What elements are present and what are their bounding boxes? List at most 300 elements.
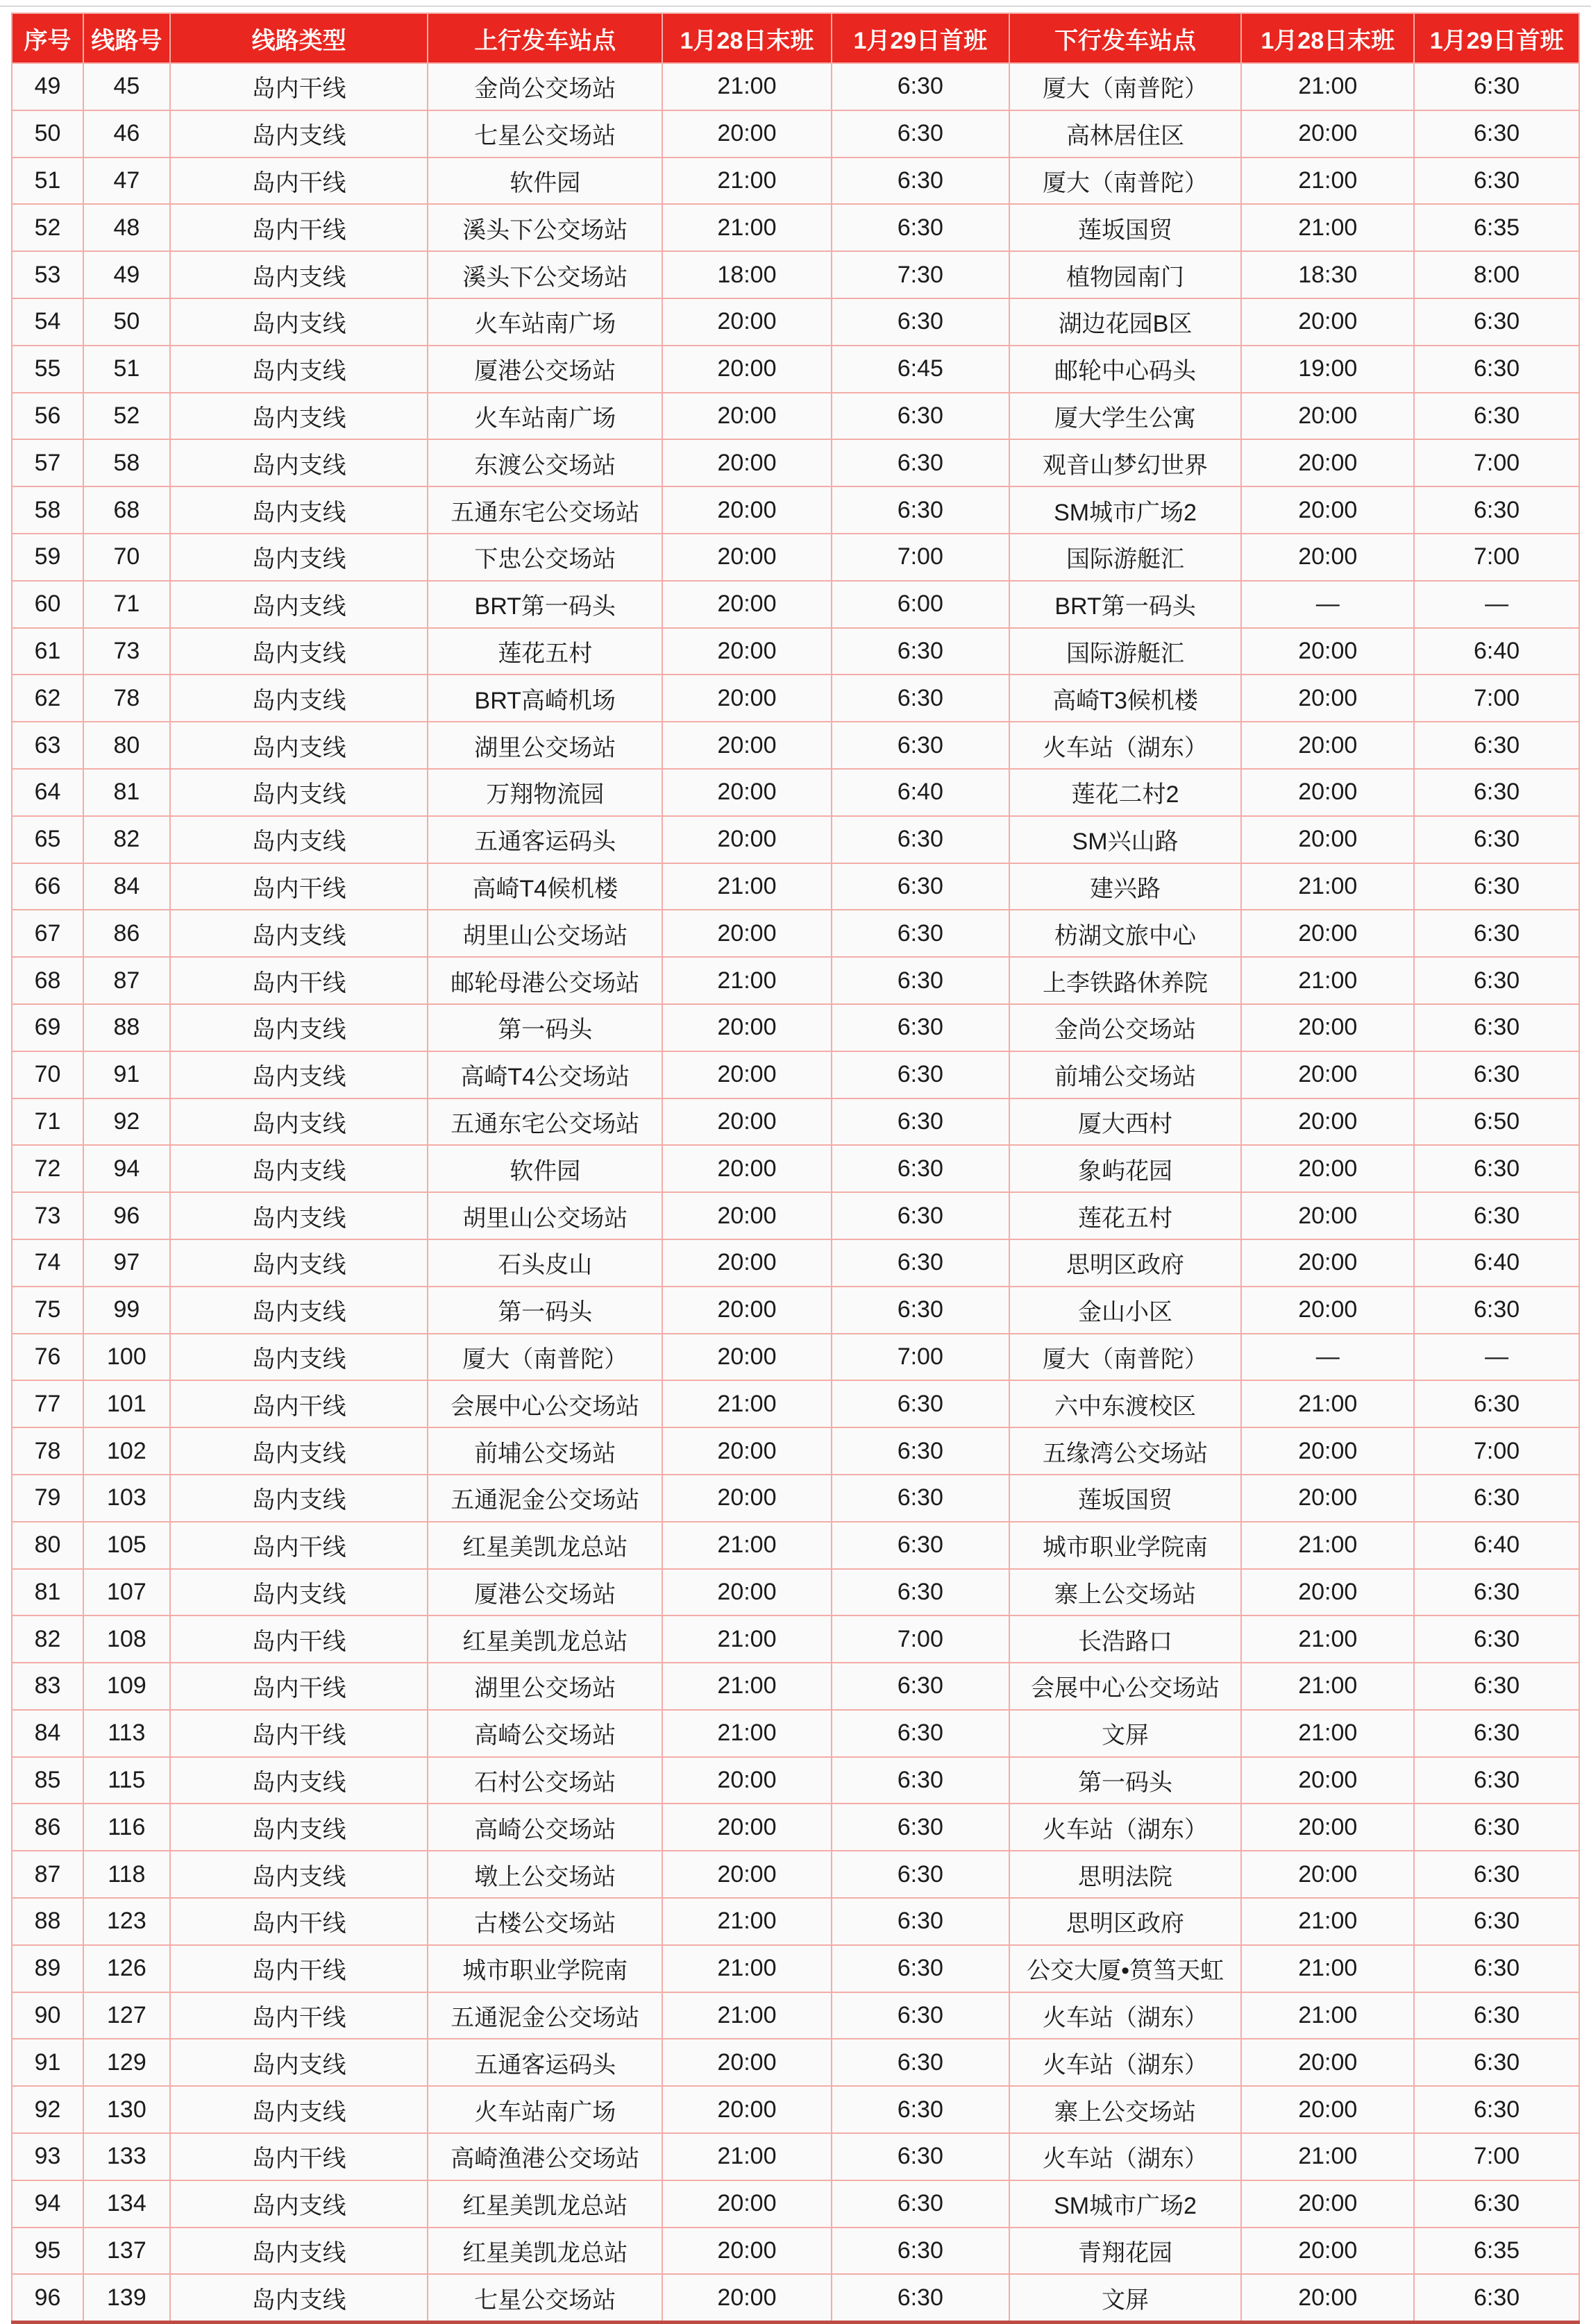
table-cell: 60 <box>12 581 83 628</box>
table-cell: 105 <box>83 1522 170 1569</box>
table-cell: 78 <box>12 1427 83 1475</box>
table-cell: 6:30 <box>1414 2274 1579 2322</box>
table-cell: 6:50 <box>1414 1099 1579 1146</box>
table-cell: 20:00 <box>662 486 832 534</box>
table-cell: 92 <box>12 2086 83 2133</box>
table-cell: 古楼公交场站 <box>428 1898 662 1945</box>
table-row <box>12 1992 1579 2039</box>
table-cell: 20:00 <box>662 1757 832 1804</box>
table-cell: 岛内支线 <box>170 1051 428 1099</box>
table-cell: 6:30 <box>1414 1569 1579 1616</box>
table-cell: 墩上公交场站 <box>428 1851 662 1898</box>
table-cell: 20:00 <box>662 2180 832 2228</box>
table-cell: 20:00 <box>662 581 832 628</box>
table-cell: 厦大（南普陀） <box>1009 158 1242 205</box>
table-cell: 6:30 <box>1414 722 1579 769</box>
table-cell: 50 <box>83 298 170 346</box>
table-cell: 21:00 <box>662 1663 832 1710</box>
table-row <box>12 2133 1579 2180</box>
table-cell: 20:00 <box>662 675 832 722</box>
table-cell: 7:00 <box>1414 534 1579 581</box>
table-cell: 74 <box>12 1239 83 1287</box>
table-cell: 20:00 <box>1241 910 1414 957</box>
table-cell: 89 <box>12 1945 83 1992</box>
table-cell: 109 <box>83 1663 170 1710</box>
table-cell: 软件园 <box>428 1145 662 1192</box>
table-cell: SM城市广场2 <box>1009 2180 1242 2228</box>
table-cell: 岛内干线 <box>170 1663 428 1710</box>
table-cell: 86 <box>12 1804 83 1851</box>
table-cell: 87 <box>83 957 170 1004</box>
table-cell: 129 <box>83 2039 170 2086</box>
table-row <box>12 1004 1579 1051</box>
column-header-2: 线路号 <box>83 13 170 63</box>
table-cell: 7:00 <box>1414 439 1579 486</box>
table-cell: 96 <box>12 2274 83 2322</box>
table-cell: 胡里山公交场站 <box>428 910 662 957</box>
table-cell: 20:00 <box>1241 393 1414 440</box>
table-cell: 6:30 <box>832 1051 1009 1099</box>
table-cell: 五通东宅公交场站 <box>428 1099 662 1146</box>
table-cell: 岛内支线 <box>170 2228 428 2275</box>
table-cell: 湖里公交场站 <box>428 722 662 769</box>
table-row <box>12 863 1579 910</box>
table-cell: 20:00 <box>662 1851 832 1898</box>
table-cell: 6:30 <box>832 1569 1009 1616</box>
column-header-4: 上行发车站点 <box>428 13 662 63</box>
table-cell: 100 <box>83 1334 170 1381</box>
table-cell: 20:00 <box>662 1569 832 1616</box>
table-cell: 20:00 <box>662 2039 832 2086</box>
table-cell: 6:30 <box>1414 63 1579 110</box>
table-cell: 岛内干线 <box>170 1992 428 2039</box>
table-row <box>12 1239 1579 1287</box>
table-cell: 21:00 <box>1241 957 1414 1004</box>
table-cell: 20:00 <box>662 1099 832 1146</box>
table-cell: 6:30 <box>832 158 1009 205</box>
table-cell: 岛内干线 <box>170 1522 428 1569</box>
table-cell: 6:30 <box>832 1851 1009 1898</box>
table-cell: 7:00 <box>1414 675 1579 722</box>
table-cell: 20:00 <box>1241 1145 1414 1192</box>
table-row <box>12 675 1579 722</box>
table-cell: 6:30 <box>832 1710 1009 1757</box>
table-cell: 湖边花园B区 <box>1009 298 1242 346</box>
table-cell: 80 <box>83 722 170 769</box>
table-cell: 20:00 <box>662 628 832 675</box>
table-cell: 火车站南广场 <box>428 393 662 440</box>
table-cell: 107 <box>83 1569 170 1616</box>
table-cell: 6:30 <box>832 2274 1009 2322</box>
table-row <box>12 2228 1579 2275</box>
table-cell: 20:00 <box>1241 1287 1414 1334</box>
table-cell: 岛内支线 <box>170 1145 428 1192</box>
table-cell: 6:30 <box>1414 2039 1579 2086</box>
table-cell: 莲坂国贸 <box>1009 204 1242 251</box>
table-cell: 6:00 <box>832 581 1009 628</box>
table-cell: 高崎公交场站 <box>428 1710 662 1757</box>
table-cell: 五通客运码头 <box>428 816 662 863</box>
column-header-7: 下行发车站点 <box>1009 13 1242 63</box>
table-cell: 软件园 <box>428 158 662 205</box>
table-cell: 21:00 <box>662 204 832 251</box>
table-cell: 观音山梦幻世界 <box>1009 439 1242 486</box>
table-cell: 20:00 <box>662 1004 832 1051</box>
table-cell: 20:00 <box>1241 2086 1414 2133</box>
table-cell: 130 <box>83 2086 170 2133</box>
table-cell: 6:30 <box>832 1945 1009 1992</box>
table-header-row <box>12 13 1579 63</box>
table-cell: 湖里公交场站 <box>428 1663 662 1710</box>
table-cell: 6:30 <box>832 1427 1009 1475</box>
table-cell: 20:00 <box>1241 675 1414 722</box>
table-cell: 123 <box>83 1898 170 1945</box>
table-cell: 78 <box>83 675 170 722</box>
table-cell: 84 <box>12 1710 83 1757</box>
table-cell: 红星美凯龙总站 <box>428 1615 662 1663</box>
table-cell: 113 <box>83 1710 170 1757</box>
table-cell: 92 <box>83 1099 170 1146</box>
table-cell: 21:00 <box>662 158 832 205</box>
table-row <box>12 1334 1579 1381</box>
table-cell: 20:00 <box>662 1051 832 1099</box>
table-cell: 88 <box>83 1004 170 1051</box>
table-cell: 79 <box>12 1475 83 1522</box>
table-cell: 139 <box>83 2274 170 2322</box>
table-row <box>12 1051 1579 1099</box>
table-cell: 岛内支线 <box>170 1427 428 1475</box>
table-cell: 7:00 <box>1414 2133 1579 2180</box>
table-cell: 思明区政府 <box>1009 1898 1242 1945</box>
table-cell: 6:30 <box>832 1287 1009 1334</box>
table-cell: 岛内支线 <box>170 1192 428 1239</box>
table-cell: 6:30 <box>832 486 1009 534</box>
table-cell: 厦大（南普陀） <box>1009 63 1242 110</box>
table-cell: 80 <box>12 1522 83 1569</box>
column-header-3: 线路类型 <box>170 13 428 63</box>
table-cell: 火车站南广场 <box>428 2086 662 2133</box>
table-cell: 85 <box>12 1757 83 1804</box>
table-cell: 6:30 <box>832 863 1009 910</box>
table-cell: 6:35 <box>1414 204 1579 251</box>
table-cell: 20:00 <box>1241 722 1414 769</box>
column-header-1: 序号 <box>12 13 83 63</box>
table-cell: 20:00 <box>1241 298 1414 346</box>
table-cell: 133 <box>83 2133 170 2180</box>
table-cell: 6:30 <box>832 816 1009 863</box>
table-cell: 岛内干线 <box>170 1898 428 1945</box>
table-cell: 6:30 <box>1414 1615 1579 1663</box>
table-cell: 七星公交场站 <box>428 2274 662 2322</box>
table-cell: 20:00 <box>662 722 832 769</box>
table-cell: 18:30 <box>1241 251 1414 298</box>
table-cell: 思明法院 <box>1009 1851 1242 1898</box>
table-cell: 21:00 <box>1241 863 1414 910</box>
table-cell: 20:00 <box>662 439 832 486</box>
table-row <box>12 1615 1579 1663</box>
table-cell: 厦港公交场站 <box>428 1569 662 1616</box>
table-cell: 20:00 <box>662 910 832 957</box>
table-cell: 第一码头 <box>428 1287 662 1334</box>
table-cell: 21:00 <box>1241 1898 1414 1945</box>
table-cell: 岛内支线 <box>170 346 428 393</box>
table-cell: 70 <box>12 1051 83 1099</box>
table-cell: 61 <box>12 628 83 675</box>
table-cell: 岛内干线 <box>170 2133 428 2180</box>
table-cell: 6:30 <box>1414 1898 1579 1945</box>
table-cell: 6:35 <box>1414 2228 1579 2275</box>
table-cell: 6:30 <box>832 1145 1009 1192</box>
table-row <box>12 439 1579 486</box>
table-row <box>12 1145 1579 1192</box>
table-row <box>12 251 1579 298</box>
table-row <box>12 1851 1579 1898</box>
table-cell: 岛内干线 <box>170 63 428 110</box>
table-row <box>12 2086 1579 2133</box>
table-cell: 108 <box>83 1615 170 1663</box>
table-cell: 五通泥金公交场站 <box>428 1475 662 1522</box>
table-cell: 建兴路 <box>1009 863 1242 910</box>
table-cell: 21:00 <box>662 1992 832 2039</box>
table-cell: 6:30 <box>1414 1992 1579 2039</box>
column-header-6: 1月29日首班 <box>832 13 1009 63</box>
table-cell: 20:00 <box>662 1145 832 1192</box>
table-cell: 20:00 <box>1241 1804 1414 1851</box>
table-cell: 五通东宅公交场站 <box>428 486 662 534</box>
table-cell: 7:00 <box>832 1615 1009 1663</box>
table-cell: 6:30 <box>1414 346 1579 393</box>
table-cell: 厦大（南普陀） <box>1009 1334 1242 1381</box>
column-header-5: 1月28日末班 <box>662 13 832 63</box>
table-cell: 58 <box>12 486 83 534</box>
table-cell: 长浩路口 <box>1009 1615 1242 1663</box>
table-cell: 20:00 <box>662 534 832 581</box>
table-cell: 19:00 <box>1241 346 1414 393</box>
table-cell: 莲坂国贸 <box>1009 1475 1242 1522</box>
table-cell: 6:30 <box>1414 1475 1579 1522</box>
table-cell: 6:30 <box>832 2086 1009 2133</box>
table-cell: 55 <box>12 346 83 393</box>
table-cell: 胡里山公交场站 <box>428 1192 662 1239</box>
table-cell: SM兴山路 <box>1009 816 1242 863</box>
table-cell: 76 <box>12 1334 83 1381</box>
table-cell: 103 <box>83 1475 170 1522</box>
table-row <box>12 722 1579 769</box>
table-cell: 72 <box>12 1145 83 1192</box>
table-row <box>12 1898 1579 1945</box>
table-cell: 20:00 <box>1241 2228 1414 2275</box>
table-cell: BRT第一码头 <box>428 581 662 628</box>
table-cell: 6:30 <box>1414 1380 1579 1427</box>
table-cell: 69 <box>12 1004 83 1051</box>
table-cell: 金尚公交场站 <box>428 63 662 110</box>
table-cell: 岛内支线 <box>170 2086 428 2133</box>
table-row <box>12 2180 1579 2228</box>
table-cell: 21:00 <box>662 1615 832 1663</box>
table-cell: 90 <box>12 1992 83 2039</box>
table-cell: 20:00 <box>662 2086 832 2133</box>
table-cell: 岛内支线 <box>170 439 428 486</box>
table-cell: 寨上公交场站 <box>1009 2086 1242 2133</box>
table-cell: 6:30 <box>832 1380 1009 1427</box>
table-cell: 58 <box>83 439 170 486</box>
table-row <box>12 158 1579 205</box>
table-cell: 88 <box>12 1898 83 1945</box>
table-cell: 20:00 <box>1241 486 1414 534</box>
table-cell: 岛内支线 <box>170 769 428 816</box>
table-cell: 6:30 <box>1414 863 1579 910</box>
table-cell: 岛内干线 <box>170 1615 428 1663</box>
table-cell: 岛内干线 <box>170 1945 428 1992</box>
table-cell: 火车站（湖东） <box>1009 1804 1242 1851</box>
table-cell: 岛内支线 <box>170 1099 428 1146</box>
table-cell: 红星美凯龙总站 <box>428 2180 662 2228</box>
table-row <box>12 63 1579 110</box>
table-cell: 20:00 <box>1241 1099 1414 1146</box>
table-row <box>12 628 1579 675</box>
table-cell: 63 <box>12 722 83 769</box>
table-cell: 56 <box>12 393 83 440</box>
table-cell: 第一码头 <box>428 1004 662 1051</box>
table-cell: 21:00 <box>662 1522 832 1569</box>
table-row <box>12 581 1579 628</box>
table-cell: 厦大西村 <box>1009 1099 1242 1146</box>
table-cell: 6:30 <box>1414 1945 1579 1992</box>
table-cell: 6:30 <box>1414 1145 1579 1192</box>
table-cell: 6:30 <box>1414 1287 1579 1334</box>
table-cell: 6:30 <box>1414 1804 1579 1851</box>
table-cell: — <box>1241 581 1414 628</box>
table-cell: 64 <box>12 769 83 816</box>
table-cell: 83 <box>12 1663 83 1710</box>
table-cell: 66 <box>12 863 83 910</box>
table-cell: 95 <box>12 2228 83 2275</box>
table-cell: 前埔公交场站 <box>1009 1051 1242 1099</box>
table-cell: 文屏 <box>1009 1710 1242 1757</box>
table-cell: 6:30 <box>832 1192 1009 1239</box>
table-cell: 102 <box>83 1427 170 1475</box>
table-cell: 6:30 <box>832 1898 1009 1945</box>
table-row <box>12 1099 1579 1146</box>
table-cell: 127 <box>83 1992 170 2039</box>
table-cell: 86 <box>83 910 170 957</box>
table-cell: 20:00 <box>1241 2274 1414 2322</box>
table-cell: 7:00 <box>1414 1427 1579 1475</box>
table-cell: 6:30 <box>832 2180 1009 2228</box>
table-cell: 岛内支线 <box>170 1004 428 1051</box>
table-cell: 45 <box>83 63 170 110</box>
table-cell: 6:30 <box>832 298 1009 346</box>
table-cell: 6:30 <box>832 1004 1009 1051</box>
table-cell: 20:00 <box>1241 534 1414 581</box>
table-cell: 21:00 <box>1241 2133 1414 2180</box>
table-cell: 红星美凯龙总站 <box>428 1522 662 1569</box>
table-cell: 21:00 <box>1241 1992 1414 2039</box>
table-cell: 六中东渡校区 <box>1009 1380 1242 1427</box>
table-cell: 高崎T4候机楼 <box>428 863 662 910</box>
table-cell: 6:30 <box>1414 298 1579 346</box>
table-cell: 57 <box>12 439 83 486</box>
table-cell: 城市职业学院南 <box>428 1945 662 1992</box>
table-cell: 20:00 <box>662 110 832 158</box>
table-row <box>12 1427 1579 1475</box>
table-row <box>12 1945 1579 1992</box>
table-cell: 国际游艇汇 <box>1009 534 1242 581</box>
table-cell: 20:00 <box>662 1804 832 1851</box>
table-cell: 6:30 <box>1414 393 1579 440</box>
table-cell: 20:00 <box>1241 1757 1414 1804</box>
table-row <box>12 957 1579 1004</box>
table-cell: 81 <box>83 769 170 816</box>
table-cell: 6:30 <box>832 957 1009 1004</box>
table-cell: 寨上公交场站 <box>1009 1569 1242 1616</box>
table-cell: 20:00 <box>1241 628 1414 675</box>
table-cell: 20:00 <box>662 1334 832 1381</box>
column-header-9: 1月29日首班 <box>1414 13 1579 63</box>
table-cell: 七星公交场站 <box>428 110 662 158</box>
table-cell: 20:00 <box>662 1475 832 1522</box>
table-cell: 溪头下公交场站 <box>428 251 662 298</box>
table-cell: 石村公交场站 <box>428 1757 662 1804</box>
table-cell: 岛内支线 <box>170 2274 428 2322</box>
table-cell: 21:00 <box>662 2133 832 2180</box>
table-cell: 20:00 <box>662 2228 832 2275</box>
table-cell: 岛内支线 <box>170 816 428 863</box>
table-cell: 火车站南广场 <box>428 298 662 346</box>
table-cell: 65 <box>12 816 83 863</box>
table-cell: 6:45 <box>832 346 1009 393</box>
table-cell: 6:30 <box>1414 2180 1579 2228</box>
table-cell: 莲花五村 <box>428 628 662 675</box>
table-cell: 6:30 <box>832 628 1009 675</box>
table-cell: 91 <box>83 1051 170 1099</box>
table-cell: 50 <box>12 110 83 158</box>
table-cell: 6:30 <box>1414 1004 1579 1051</box>
table-cell: 20:00 <box>1241 2180 1414 2228</box>
table-cell: 6:30 <box>1414 1663 1579 1710</box>
table-row <box>12 769 1579 816</box>
table-cell: 91 <box>12 2039 83 2086</box>
table-cell: 岛内支线 <box>170 251 428 298</box>
table-cell: 6:40 <box>1414 1522 1579 1569</box>
table-cell: 岛内支线 <box>170 1757 428 1804</box>
table-cell: 岛内支线 <box>170 1475 428 1522</box>
table-cell: 国际游艇汇 <box>1009 628 1242 675</box>
table-cell: 岛内支线 <box>170 298 428 346</box>
table-cell: 岛内支线 <box>170 581 428 628</box>
table-cell: 6:30 <box>832 1475 1009 1522</box>
table-cell: 21:00 <box>1241 63 1414 110</box>
table-cell: 134 <box>83 2180 170 2228</box>
table-cell: 18:00 <box>662 251 832 298</box>
table-cell: 6:30 <box>832 1099 1009 1146</box>
table-cell: 高崎T4公交场站 <box>428 1051 662 1099</box>
table-cell: 岛内支线 <box>170 534 428 581</box>
table-cell: 20:00 <box>1241 1239 1414 1287</box>
table-cell: 岛内干线 <box>170 1380 428 1427</box>
table-cell: 岛内支线 <box>170 486 428 534</box>
table-cell: 岛内支线 <box>170 1334 428 1381</box>
table-cell: 6:30 <box>1414 769 1579 816</box>
table-cell: 高林居住区 <box>1009 110 1242 158</box>
table-cell: 81 <box>12 1569 83 1616</box>
table-cell: 21:00 <box>662 863 832 910</box>
table-cell: — <box>1414 581 1579 628</box>
table-cell: 51 <box>12 158 83 205</box>
table-cell: 6:30 <box>832 1239 1009 1287</box>
table-cell: 岛内支线 <box>170 722 428 769</box>
table-cell: 20:00 <box>662 769 832 816</box>
